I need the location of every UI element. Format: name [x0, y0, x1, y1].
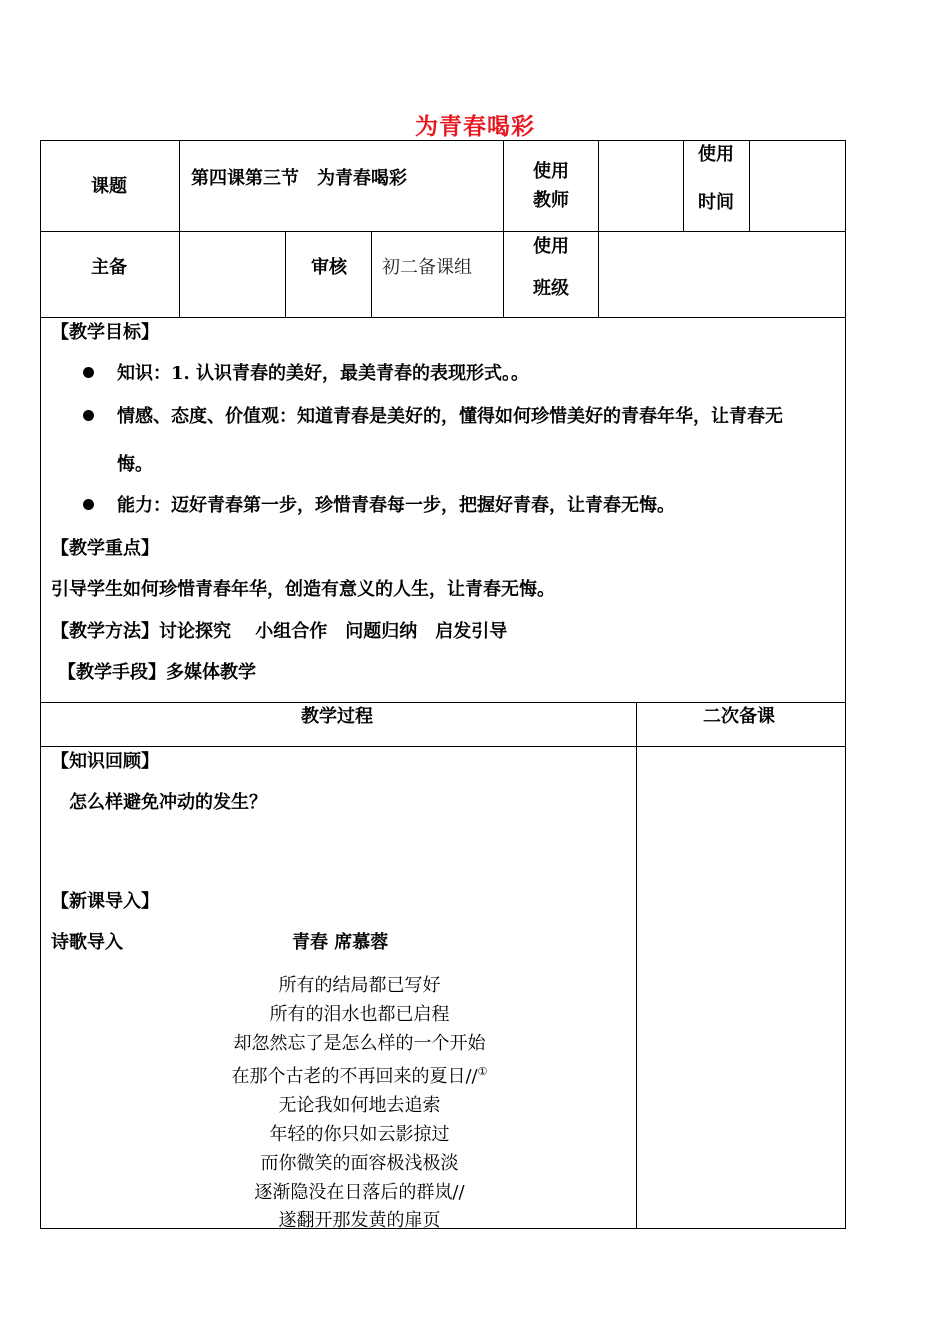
poem-line: 年轻的你只如云影掠过	[269, 1123, 450, 1145]
class-label-line2: 班级	[533, 278, 569, 299]
key-point-text: 引导学生如何珍惜青春年华，创造有意义的人生，让青春无悔。	[51, 579, 555, 600]
review-label: 审核	[311, 257, 347, 278]
topic-value: 第四课第三节 为青春喝彩	[191, 168, 407, 189]
objectives-heading: 【教学目标】	[51, 322, 159, 343]
table-border-top	[40, 140, 846, 141]
bullet-icon	[83, 410, 94, 421]
intro-heading: 【新课导入】	[51, 891, 159, 912]
review-heading: 【知识回顾】	[51, 751, 159, 772]
topic-label: 课题	[91, 176, 127, 197]
intro-label: 诗歌导入	[51, 932, 123, 953]
means-heading: 【教学手段】	[58, 662, 166, 683]
row-divider	[40, 317, 846, 318]
row-divider	[40, 702, 846, 703]
lead-label: 主备	[91, 257, 127, 278]
bullet-icon	[83, 499, 94, 510]
poem-title: 青春 席慕蓉	[292, 932, 389, 953]
col-divider	[503, 140, 504, 318]
page-title: 为青春喝彩	[415, 113, 535, 140]
poem-line: 而你微笑的面容极浅极淡	[260, 1152, 459, 1174]
methods-text: 讨论探究 小组合作 问题归纳 启发引导	[159, 621, 508, 642]
key-point-heading: 【教学重点】	[51, 538, 159, 559]
row-divider	[40, 746, 846, 747]
col-divider	[179, 140, 180, 318]
means-line	[58, 664, 256, 682]
methods-heading: 【教学方法】	[51, 621, 159, 642]
methods-line	[51, 623, 507, 641]
time-label-line1: 使用	[698, 144, 734, 165]
poem-line: 所有的泪水也都已启程	[269, 1003, 450, 1025]
bullet-icon	[83, 367, 94, 378]
teacher-label-line1: 使用	[533, 161, 569, 182]
second-prep-column-header: 二次备课	[703, 706, 775, 727]
poem-line: 无论我如何地去追索	[278, 1095, 441, 1117]
objective-emotion: 情感、态度、价值观：知道青春是美好的，懂得如何珍惜美好的青春年华，让青春无	[117, 406, 783, 427]
footnote-marker: ①	[477, 1065, 488, 1079]
poem-line	[41, 1058, 678, 1092]
col-divider	[749, 140, 750, 232]
col-divider	[683, 140, 684, 232]
objective-knowledge: 知识：1. 认识青春的美好，最美青春的表现形式。。	[117, 363, 530, 384]
col-divider	[285, 231, 286, 318]
poem-line: 所有的结局都已写好	[278, 975, 441, 996]
review-value: 初二备课组	[382, 257, 472, 278]
process-column-header: 教学过程	[301, 706, 373, 727]
objective-emotion-cont: 悔。	[117, 454, 153, 475]
col-divider	[371, 231, 372, 318]
col-divider	[598, 140, 599, 318]
poem-body	[41, 972, 678, 1236]
poem-line: 却忽然忘了是怎么样的一个开始	[233, 1032, 486, 1054]
means-text: 多媒体教学	[166, 662, 256, 683]
review-question: 怎么样避免冲动的发生？	[69, 792, 267, 813]
teacher-label-line2: 教师	[533, 190, 569, 211]
time-label-line2: 时间	[698, 192, 734, 213]
row-divider	[40, 231, 846, 232]
table-border-right	[845, 140, 846, 1229]
objective-ability: 能力：迈好青春第一步，珍惜青春每一步，把握好青春，让青春无悔。	[117, 495, 675, 516]
class-label-line1: 使用	[533, 236, 569, 257]
poem-line-text: 在那个古老的不再回来的夏日//	[231, 1066, 478, 1088]
poem-line: 遂翻开那发黄的扉页	[278, 1210, 441, 1232]
poem-line: 逐渐隐没在日落后的群岚//	[254, 1181, 465, 1203]
